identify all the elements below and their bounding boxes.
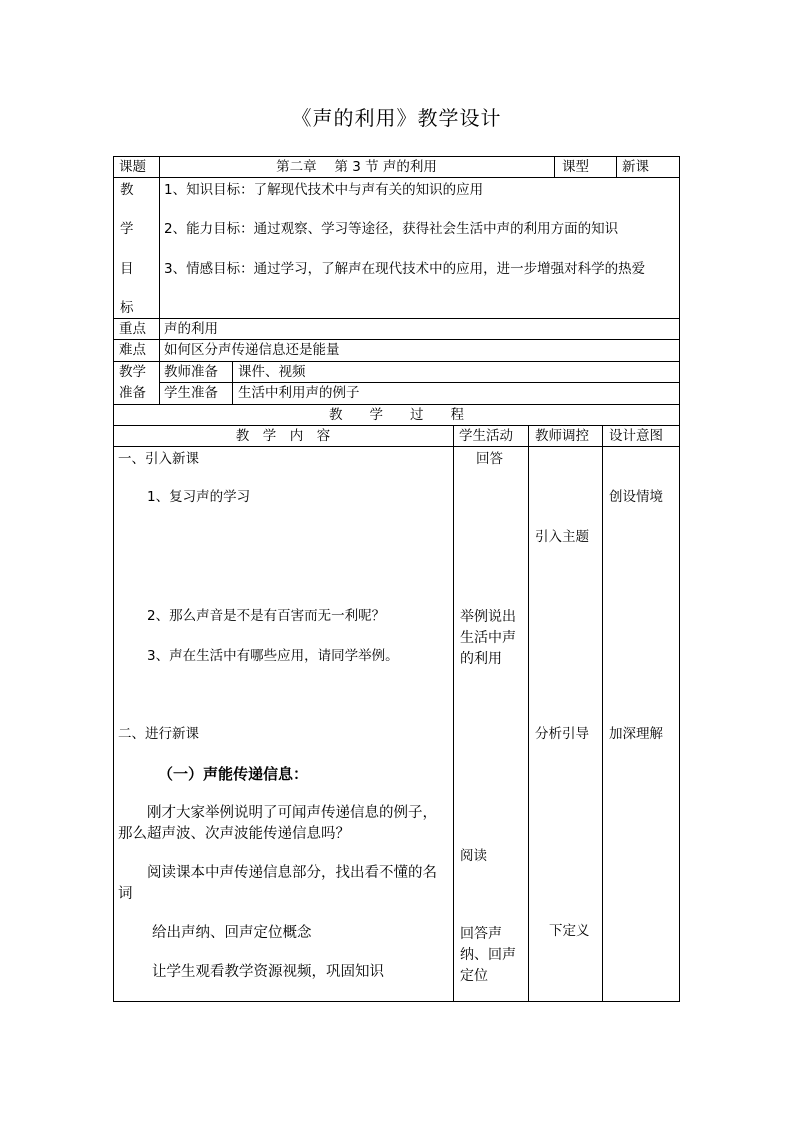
teacher-control: 下定义 <box>549 923 590 939</box>
preparation-label: 准备 <box>119 385 146 401</box>
objectives-label-char: 目 <box>120 261 134 277</box>
row-divider <box>113 446 680 447</box>
content-line: 让学生观看教学资源视频，巩固知识 <box>152 964 384 980</box>
difficulty-label: 难点 <box>119 342 146 358</box>
col-divider <box>554 156 555 177</box>
objectives-label-char: 教 <box>120 182 134 198</box>
section-heading: （一）声能传递信息： <box>158 765 309 783</box>
student-activity: 阅读 <box>460 848 487 864</box>
process-title: 教 学 过 程 <box>329 407 464 423</box>
key-point-value: 声的利用 <box>164 321 218 337</box>
teacher-prep-label: 教师准备 <box>164 364 218 380</box>
col-header-intent: 设计意图 <box>609 428 663 444</box>
col-divider <box>616 156 617 177</box>
objectives-label-char: 标 <box>120 300 134 316</box>
content-line: 3、声在生活中有哪些应用，请同学举例。 <box>147 648 399 664</box>
topic-value: 第二章 第 3 节 声的利用 <box>276 159 437 175</box>
teacher-prep-value: 课件、视频 <box>238 364 306 380</box>
preparation-label: 教学 <box>119 364 146 380</box>
content-paragraph: 阅读课本中声传递信息部分，找出看不懂的名词 <box>118 865 437 902</box>
col-divider <box>602 425 603 1002</box>
objective-item: 3、情感目标：通过学习，了解声在现代技术中的应用，进一步增强对科学的热爱 <box>164 261 646 277</box>
design-intent: 加深理解 <box>609 726 663 742</box>
objective-item: 2、能力目标：通过观察、学习等途径，获得社会生活中声的利用方面的知识 <box>164 221 619 237</box>
student-prep-label: 学生准备 <box>164 385 218 401</box>
content-paragraph: 刚才大家举例说明了可闻声传递信息的例子，那么超声波、次声波能传递信息吗？ <box>118 805 437 842</box>
col-divider <box>232 361 233 404</box>
page-title: 《声的利用》教学设计 <box>291 106 502 130</box>
content-line: 给出声纳、回声定位概念 <box>152 925 312 941</box>
col-divider <box>159 156 160 404</box>
topic-label: 课题 <box>119 159 146 175</box>
content-line: 二、进行新课 <box>118 726 199 742</box>
difficulty-value: 如何区分声传递信息还是能量 <box>164 342 340 358</box>
content-line: 一、引入新课 <box>118 451 199 467</box>
type-label: 课型 <box>562 159 589 175</box>
student-activity: 举例说出生活中声的利用 <box>460 609 516 667</box>
col-header-teacher: 教师调控 <box>535 428 589 444</box>
teacher-control: 引入主题 <box>535 529 589 545</box>
col-divider <box>453 425 454 1002</box>
objective-item: 1、知识目标：了解现代技术中与声有关的知识的应用 <box>164 182 484 198</box>
key-point-label: 重点 <box>119 321 146 337</box>
student-activity: 回答声纳、回声定位 <box>460 926 516 984</box>
student-activity: 回答 <box>476 451 503 467</box>
col-divider <box>528 425 529 1002</box>
design-intent: 创设情境 <box>609 489 663 505</box>
content-line: 1、复习声的学习 <box>147 489 251 505</box>
objectives-label-char: 学 <box>120 221 134 237</box>
teacher-control: 分析引导 <box>535 726 589 742</box>
content-line: 2、那么声音是不是有百害而无一利呢？ <box>147 608 386 624</box>
col-header-student: 学生活动 <box>459 428 513 444</box>
type-value: 新课 <box>622 159 649 175</box>
student-prep-value: 生活中利用声的例子 <box>238 385 360 401</box>
col-header-content: 教 学 内 容 <box>235 428 331 444</box>
row-divider <box>113 177 680 178</box>
